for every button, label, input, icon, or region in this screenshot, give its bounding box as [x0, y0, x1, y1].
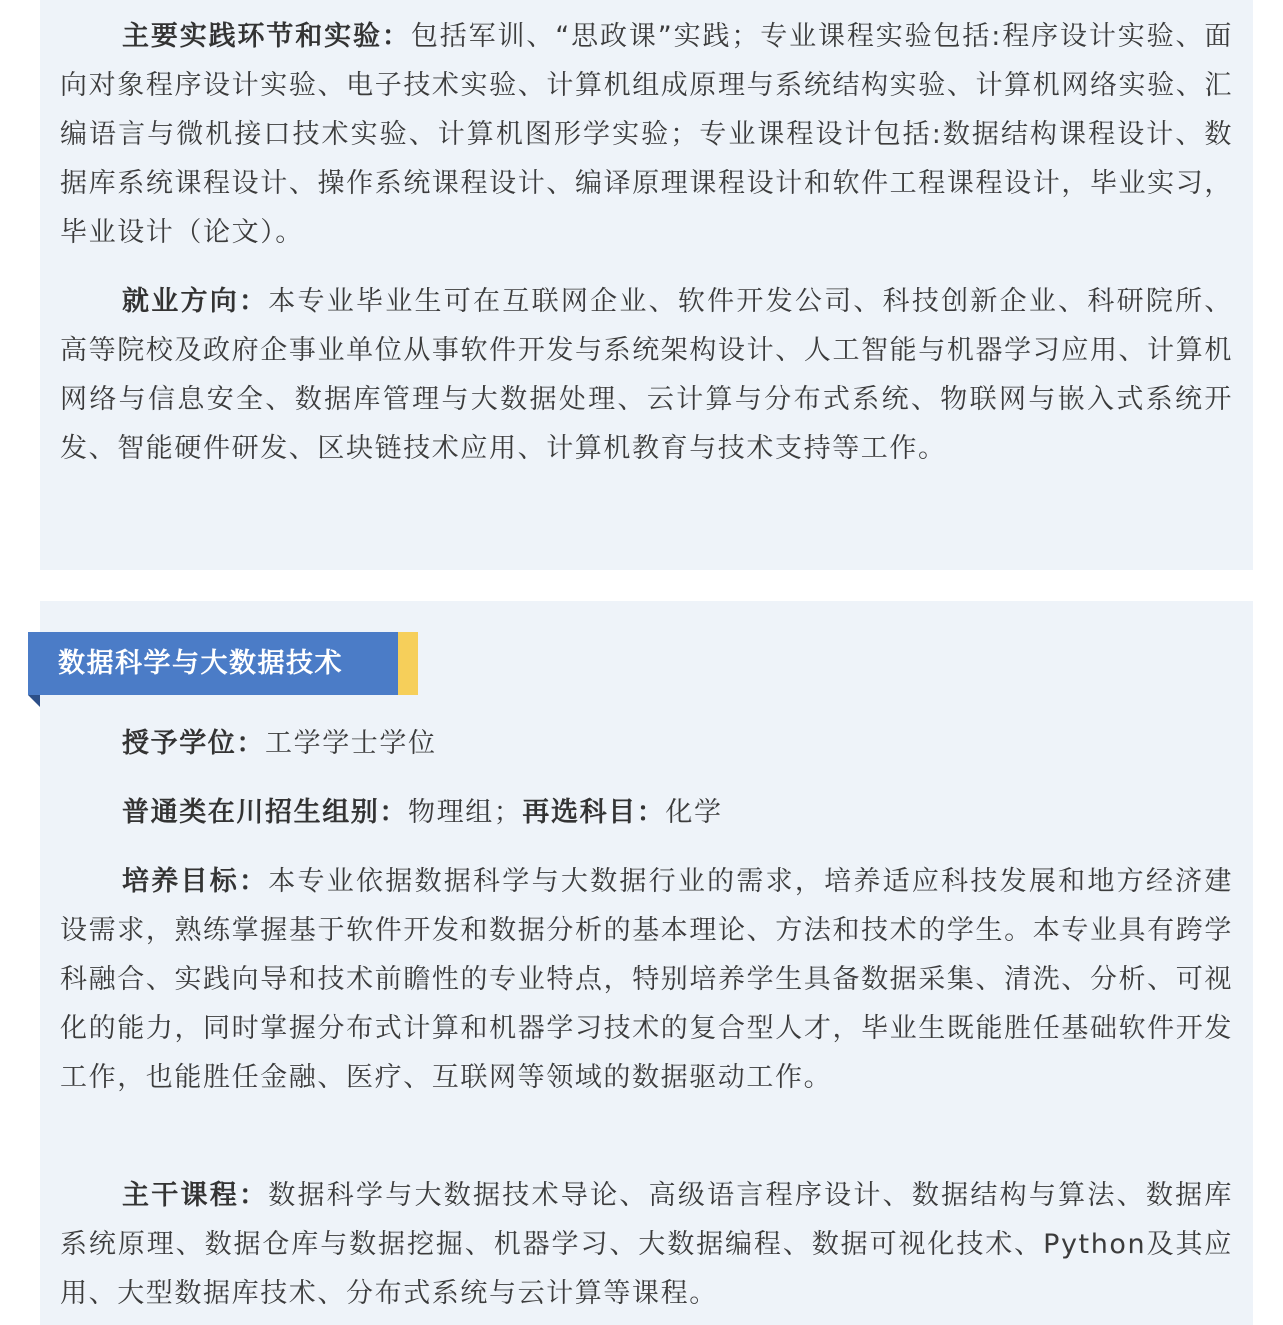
- courses-text: 数据科学与大数据技术导论、高级语言程序设计、数据结构与算法、数据库系统原理、数据仓库与数据挖掘、机器学习、大数据编程、数据可视化技术、Python及其应用、大型数据库技术、分布式系统与云计算等课程。: [60, 1180, 1233, 1309]
- practice-label: 主要实践环节和实验：: [122, 21, 411, 52]
- practice-text: 包括军训、“思政课”实践；专业课程实验包括:程序设计实验、面向对象程序设计实验、电子技术实验、计算机组成原理与系统结构实验、计算机网络实验、汇编语言与微机接口技术实验、计算机图形学实验；专业课程设计包括:数据结构课程设计、数据库系统课程设计、操作系统课程设计、编译原理课程设计和软件工程课程设计，毕业实习，毕业设计（论文）。: [60, 21, 1234, 248]
- group-label: 普通类在川招生组别：: [122, 797, 408, 828]
- employment-paragraph: [60, 277, 1233, 473]
- employment-label: 就业方向：: [122, 286, 269, 317]
- degree-text: 工学学士学位: [265, 728, 437, 759]
- degree-paragraph: [60, 719, 1233, 768]
- reselect-subject-text: 化学: [665, 797, 723, 828]
- group-text: 物理组；: [408, 797, 523, 828]
- banner-fold-corner: [28, 695, 40, 707]
- enrollment-group-paragraph: [60, 788, 1233, 837]
- practice-paragraph: [60, 12, 1233, 257]
- major-title-banner: 数据科学与大数据技术: [28, 632, 398, 695]
- banner-accent-stripe: [398, 632, 418, 695]
- major-info-card-2: [40, 601, 1253, 1325]
- training-goal-paragraph: [60, 857, 1233, 1102]
- courses-label: 主干课程：: [122, 1180, 269, 1211]
- employment-text: 本专业毕业生可在互联网企业、软件开发公司、科技创新企业、科研院所、高等院校及政府企事业单位从事软件开发与系统架构设计、人工智能与机器学习应用、计算机网络与信息安全、数据库管理与大数据处理、云计算与分布式系统、物联网与嵌入式系统开发、智能硬件研发、区块链技术应用、计算机教育与技术支持等工作。: [60, 286, 1233, 464]
- major-info-card-1: [40, 0, 1253, 570]
- reselect-subject-label: 再选科目：: [522, 797, 666, 828]
- main-courses-paragraph: [60, 1171, 1233, 1318]
- goal-label: 培养目标：: [122, 866, 269, 897]
- goal-text: 本专业依据数据科学与大数据行业的需求，培养适应科技发展和地方经济建设需求，熟练掌握基于软件开发和数据分析的基本理论、方法和技术的学生。本专业具有跨学科融合、实践向导和技术前瞻性的专业特点，特别培养学生具备数据采集、清洗、分析、可视化的能力，同时掌握分布式计算和机器学习技术的复合型人才，毕业生既能胜任基础软件开发工作，也能胜任金融、医疗、互联网等领域的数据驱动工作。: [60, 866, 1233, 1093]
- degree-label: 授予学位：: [122, 728, 265, 759]
